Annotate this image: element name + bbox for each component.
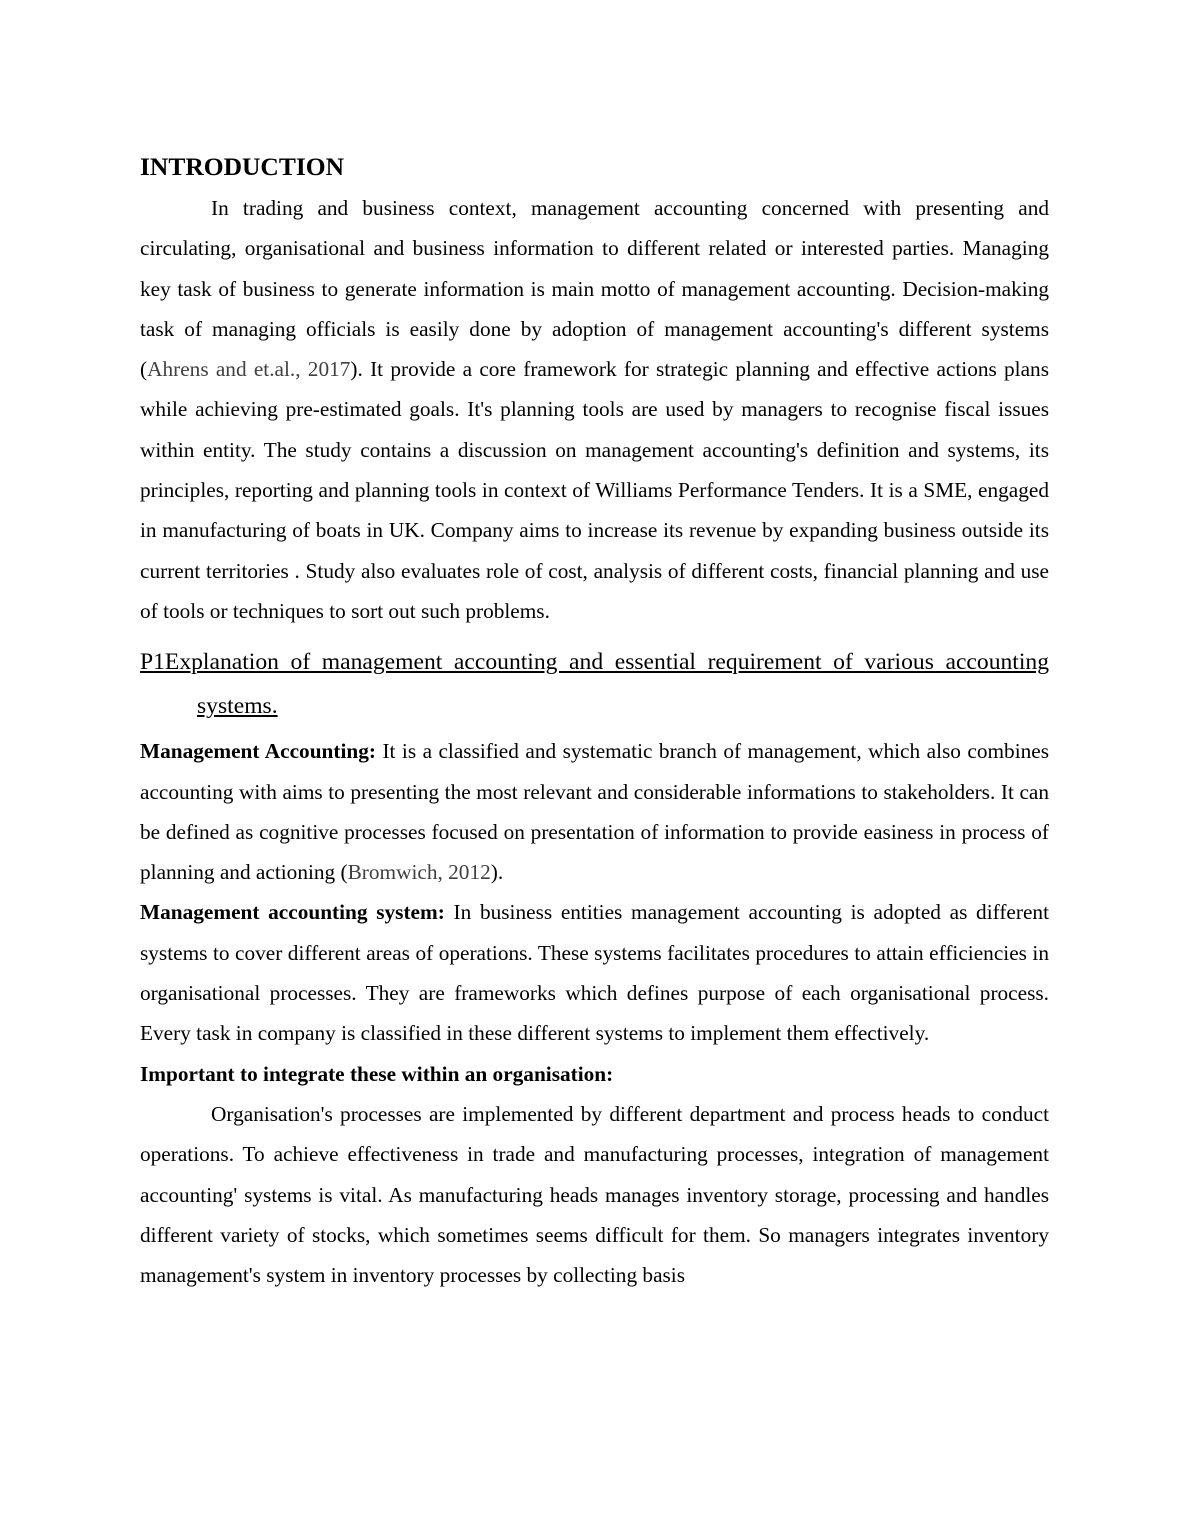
citation-ahrens: Ahrens and et.al., 2017 — [147, 357, 351, 382]
management-accounting-system-text: In business entities management accounting is adopted as different systems to cover different areas of operations. These systems facilitates procedures to attain efficiencies in organisational processes. They are frameworks which defines purpose of each organisational process. Every task in company is classified in these different systems to implement them effectively. — [140, 900, 1049, 1046]
citation-bromwich: Bromwich, 2012 — [347, 860, 491, 885]
management-accounting-label: Management Accounting: — [140, 739, 376, 764]
management-accounting-system-label: Management accounting system: — [140, 900, 445, 925]
intro-text-part-2: ). It provide a core framework for strategic planning and effective actions plans while achieving pre-estimated goals. It's planning tools are used by managers to recognise fiscal issues within entity. The study contains a discussion on management accounting's definition and systems, its principles, reporting and planning tools in context of Williams Performance Tenders. It is a SME, engaged in manufacturing of boats in UK. Company aims to increase its revenue by expanding business outside its current territories . Study also evaluates role of cost, analysis of different costs, financial planning and use of tools or techniques to sort out such problems. — [140, 357, 1049, 623]
integration-heading: Important to integrate these within an organisation: — [140, 1061, 614, 1086]
intro-paragraph — [140, 188, 1049, 631]
management-accounting-system-paragraph — [140, 892, 1049, 1053]
section-heading-introduction: INTRODUCTION — [140, 152, 345, 181]
section-heading-p1: P1Explanation of management accounting and essential requirement of various accounting systems. — [140, 649, 1049, 720]
management-accounting-text-part-2: ). — [490, 860, 504, 885]
document-page — [140, 148, 1049, 1295]
intro-text-part-1: In trading and business context, management accounting concerned with presenting and circulating, organisational and business information to different related or interested parties. Managing key task of business to generate information is main motto of management accounting. Decision-making task of managing officials is easily done by adoption of management accounting's different systems ( — [140, 196, 1049, 382]
management-accounting-text-part-1: It is a classified and systematic branch of management, which also combines accounting with aims to presenting the most relevant and considerable informations to stakeholders. It can be defined as cognitive processes focused on presentation of information to provide easiness in process of planning and actioning ( — [140, 739, 1049, 885]
management-accounting-paragraph — [140, 731, 1049, 892]
integration-paragraph: Organisation's processes are implemented by different department and process heads to conduct operations. To achieve effectiveness in trade and manufacturing processes, integration of management accounting' systems is vital. As manufacturing heads manages inventory storage, processing and handles different variety of stocks, which sometimes seems difficult for them. So managers integrates inventory management's system in inventory processes by collecting basis — [140, 1101, 1049, 1288]
